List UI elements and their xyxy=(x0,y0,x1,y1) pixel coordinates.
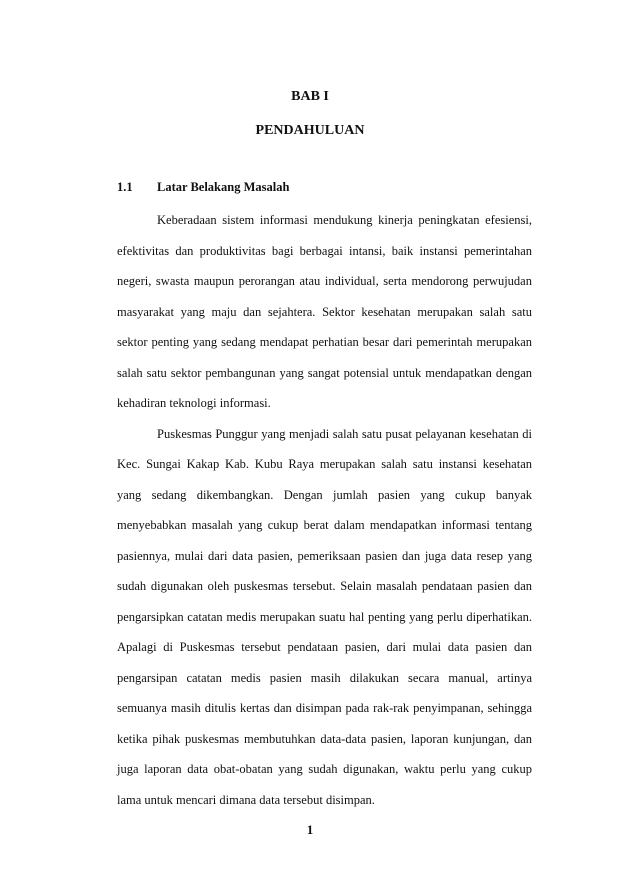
chapter-title: PENDAHULUAN xyxy=(255,123,365,138)
page-number: 1 xyxy=(306,822,314,837)
section-number: 1.1 xyxy=(117,180,133,194)
paragraph-1: Keberadaan sistem informasi mendukung kinerja peningkatan efesiensi, efektivitas dan produktivitas bagi berbagai intansi, baik instansi pemerintahan negeri, swasta maupun perorangan atau individual, serta mendorong perwujudan masyarakat yang maju dan sejahtera. Sektor kesehatan merupakan salah satu sektor penting yang sedang mendapat perhatian besar dari pemerintah merupakan salah satu sektor pembangunan yang sangat potensial untuk mendapatkan dengan kehadiran teknologi informasi. xyxy=(117,213,532,410)
body-text xyxy=(117,205,532,815)
paragraph-2: Puskesmas Punggur yang menjadi salah satu pusat pelayanan kesehatan di Kec. Sungai Kakap Kab. Kubu Raya merupakan salah satu instansi kesehatan yang sedang dikembangkan. Dengan jumlah pasien yang cukup banyak menyebabkan masalah yang cukup berat dalam mendapatkan informasi tentang pasiennya, mulai dari data pasien, pemeriksaan pasien dan juga data resep yang sudah digunakan oleh puskesmas tersebut. Selain masalah pendataan pasien dan pengarsipkan catatan medis merupakan suatu hal penting yang perlu diperhatikan. Apalagi di Puskesmas tersebut pendataan pasien, dari mulai data pasien dan pengarsipan catatan medis pasien masih dilakukan secara manual, artinya semuanya masih ditulis kertas dan disimpan pada rak-rak penyimpanan, sehingga ketika pihak puskesmas membutuhkan data-data pasien, laporan kunjungan, dan juga laporan data obat-obatan yang sudah digunakan, waktu perlu yang cukup lama untuk mencari dimana data tersebut disimpan. xyxy=(117,426,532,807)
chapter-number: BAB I xyxy=(291,89,329,104)
section-heading xyxy=(117,180,289,195)
section-title: Latar Belakang Masalah xyxy=(157,180,290,194)
